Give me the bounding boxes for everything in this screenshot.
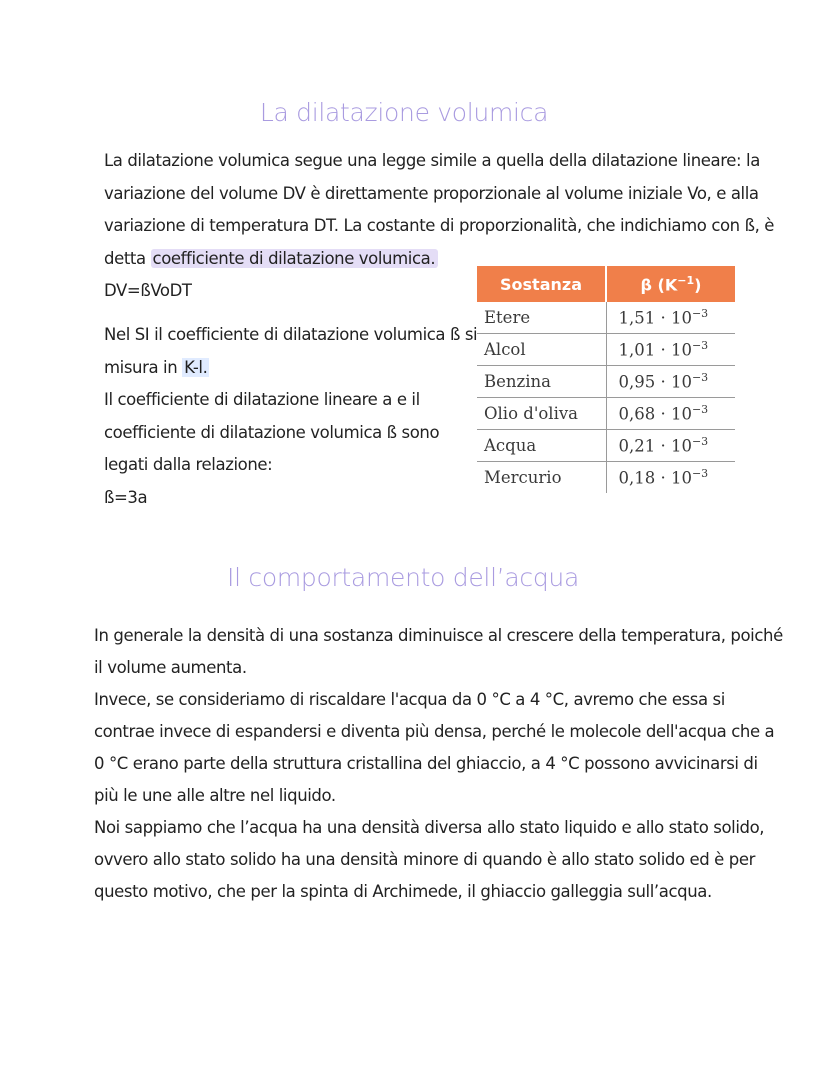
intro-line-prefix: detta — [104, 248, 151, 268]
cell-beta-exponent: −3 — [691, 307, 709, 321]
water-line: il volume aumenta. — [94, 658, 247, 677]
cell-beta — [606, 366, 735, 398]
intro-line: La dilatazione volumica segue una legge simile a quella della dilatazione lineare: la — [104, 151, 760, 170]
table-row — [477, 398, 735, 430]
cell-beta-mantissa: 1,51 · 10 — [618, 308, 692, 328]
formula-volume: DV=ßVoDT — [104, 281, 192, 301]
cell-beta-exponent: −3 — [691, 339, 709, 353]
cell-beta — [606, 302, 735, 334]
coefficient-table — [477, 266, 735, 493]
section-title-dilatazione: La dilatazione volumica — [259, 98, 549, 127]
water-line: Invece, se consideriamo di riscaldare l'acqua da 0 °C a 4 °C, avremo che essa si — [94, 690, 725, 709]
formula-beta: ß=3a — [104, 487, 148, 507]
cell-substance: Alcol — [477, 334, 606, 366]
cell-beta-mantissa: 0,18 · 10 — [618, 468, 692, 488]
cell-substance: Acqua — [477, 430, 606, 462]
water-paragraph — [94, 620, 783, 908]
header-beta-exponent: −1 — [677, 273, 695, 287]
water-line: 0 °C erano parte della struttura cristallina del ghiaccio, a 4 °C possono avvicinarsi di — [94, 754, 758, 773]
water-line: contrae invece di espandersi e diventa più densa, perché le molecole dell'acqua che a — [94, 722, 775, 741]
cell-beta — [606, 462, 735, 494]
cell-beta-exponent: −3 — [691, 371, 709, 385]
cell-beta-mantissa: 0,95 · 10 — [618, 372, 692, 392]
water-line: In generale la densità di una sostanza diminuisce al crescere della temperatura, poiché — [94, 626, 783, 645]
cell-substance: Etere — [477, 302, 606, 334]
water-line: ovvero allo stato solido ha una densità minore di quando è allo stato solido ed è per — [94, 850, 755, 869]
side-line: legati dalla relazione: — [104, 455, 273, 475]
cell-beta-mantissa: 1,01 · 10 — [618, 340, 692, 360]
table-row — [477, 366, 735, 398]
header-substance: Sostanza — [477, 266, 606, 302]
cell-beta — [606, 398, 735, 430]
cell-beta-exponent: −3 — [691, 467, 709, 481]
water-line: più le une alle altre nel liquido. — [94, 786, 336, 805]
header-beta — [606, 266, 735, 302]
header-beta-label: β (K — [640, 275, 678, 295]
header-beta-close: ) — [694, 275, 702, 295]
cell-beta — [606, 334, 735, 366]
table-row — [477, 462, 735, 494]
highlight-coefficient-term: coefficiente di dilatazione volumica. — [151, 249, 439, 268]
cell-beta — [606, 430, 735, 462]
table-header-row — [477, 266, 735, 302]
highlight-unit: K-l. — [184, 357, 208, 377]
side-line-prefix: misura in — [104, 357, 183, 377]
cell-beta-mantissa: 0,68 · 10 — [618, 404, 692, 424]
intro-line: variazione del volume DV è direttamente proporzionale al volume iniziale Vo, e alla — [104, 183, 759, 203]
table-row — [477, 430, 735, 462]
cell-beta-exponent: −3 — [691, 435, 709, 449]
cell-beta-mantissa: 0,21 · 10 — [618, 436, 692, 456]
side-line: coefficiente di dilatazione volumica ß sono — [104, 422, 440, 442]
side-line: Il coefficiente di dilatazione lineare a e il — [104, 390, 420, 410]
water-line: Noi sappiamo che l’acqua ha una densità diversa allo stato liquido e allo stato solido, — [94, 818, 765, 837]
cell-substance: Mercurio — [477, 462, 606, 494]
table-row — [477, 302, 735, 334]
side-paragraph — [104, 319, 478, 515]
side-line — [104, 352, 464, 385]
section-title-acqua: Il comportamento dell’acqua — [227, 563, 579, 592]
intro-line: variazione di temperatura DT. La costante di proporzionalità, che indichiamo con ß, è — [104, 216, 775, 236]
cell-beta-exponent: −3 — [691, 403, 709, 417]
cell-substance: Benzina — [477, 366, 606, 398]
cell-substance: Olio d'oliva — [477, 398, 606, 430]
table-row — [477, 334, 735, 366]
water-line: questo motivo, che per la spinta di Archimede, il ghiaccio galleggia sull’acqua. — [94, 882, 712, 901]
side-line: Nel SI il coefficiente di dilatazione volumica ß si — [104, 325, 478, 344]
